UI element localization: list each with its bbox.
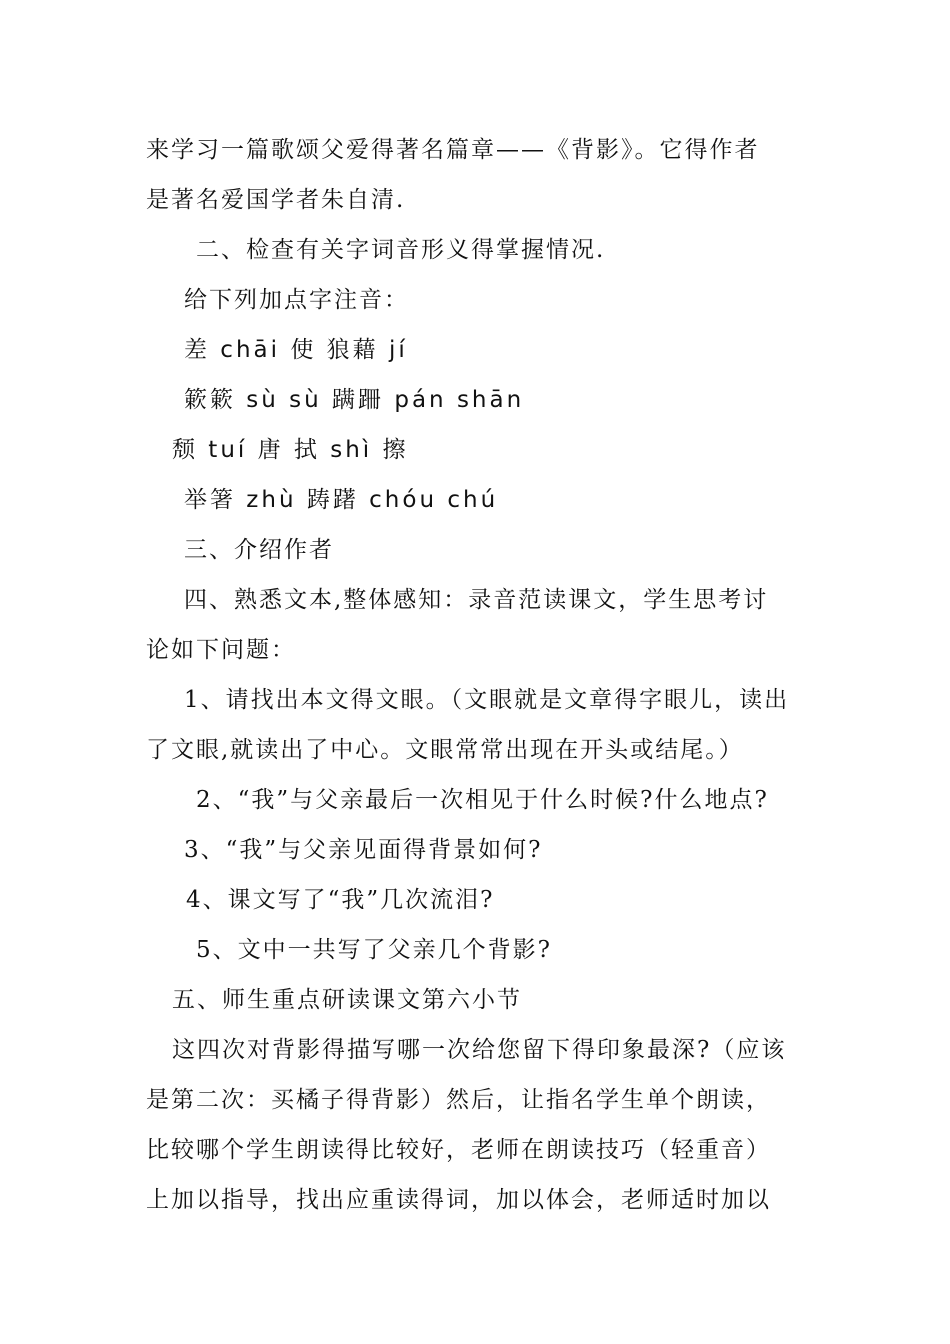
question-1: 1、请找出本文得文眼。（文眼就是文章得字眼儿，读出 <box>184 687 790 713</box>
text-line-4: 给下列加点字注音： <box>184 287 409 313</box>
text-line-1: 来学习一篇歌颂父爱得著名篇章——《背影》。它得作者 <box>146 137 760 163</box>
text-line-11: 论如下问题： <box>146 637 296 663</box>
section-heading-2: 二、检查有关字词音形义得掌握情况. <box>196 237 606 263</box>
question-4: 4、课文写了“我”几次流泪? <box>186 887 495 913</box>
question-5: 5、文中一共写了父亲几个背影? <box>196 937 552 963</box>
pinyin-line-1: 差 chāi 使 狼藉 jí <box>184 337 408 363</box>
text-line-20: 是第二次：买橘子得背影）然后，让指名学生单个朗读， <box>146 1087 771 1113</box>
section-heading-4: 四、熟悉文本,整体感知：录音范读课文，学生思考讨 <box>184 587 769 613</box>
text-line-19: 这四次对背影得描写哪一次给您留下得印象最深?（应该 <box>172 1037 787 1063</box>
pinyin-line-4: 举箸 zhù 踌躇 chóu chú <box>184 487 499 513</box>
section-heading-5: 五、师生重点研读课文第六小节 <box>172 987 522 1013</box>
section-heading-3: 三、介绍作者 <box>184 537 334 563</box>
pinyin-line-2: 簌簌 sù sù 蹒跚 pán shān <box>184 387 525 413</box>
text-line-22: 上加以指导，找出应重读得词，加以体会，老师适时加以 <box>146 1187 771 1213</box>
question-3: 3、“我”与父亲见面得背景如何? <box>184 837 543 863</box>
text-line-2: 是著名爱国学者朱自清. <box>146 187 406 213</box>
question-2: 2、“我”与父亲最后一次相见于什么时候?什么地点? <box>196 787 769 813</box>
pinyin-line-3: 颓 tuí 唐 拭 shì 擦 <box>172 437 409 463</box>
question-1-continued: 了文眼,就读出了中心。文眼常常出现在开头或结尾。） <box>146 737 744 763</box>
text-line-21: 比较哪个学生朗读得比较好，老师在朗读技巧（轻重音） <box>146 1137 771 1163</box>
